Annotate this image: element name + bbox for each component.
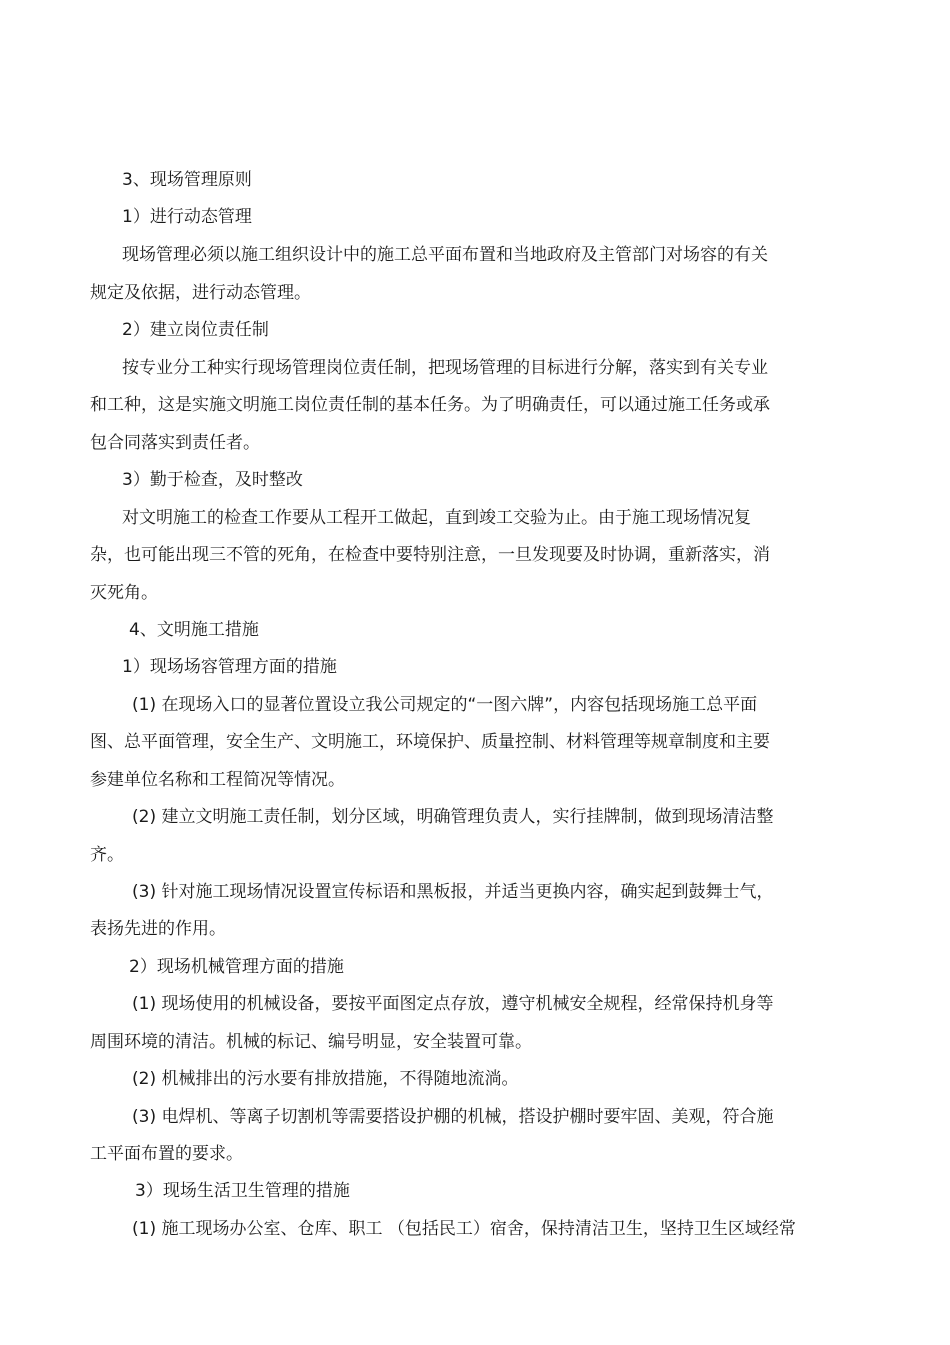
paragraph-line: 参建单位名称和工程简况等情况。 (90, 770, 345, 790)
section-heading: 3、现场管理原则 (122, 170, 252, 190)
paragraph-line: 杂，也可能出现三不管的死角，在检查中要特别注意，一旦发现要及时协调，重新落实，消 (90, 545, 770, 565)
paragraph-line: 齐。 (90, 845, 124, 865)
subsection-heading: 2）现场机械管理方面的措施 (129, 957, 344, 977)
paragraph-line: (3) 针对施工现场情况设置宣传标语和黑板报，并适当更换内容，确实起到鼓舞士气， (132, 882, 774, 902)
subsection-heading: 3）现场生活卫生管理的措施 (135, 1181, 350, 1201)
section-heading: 4、文明施工措施 (129, 620, 259, 640)
paragraph-line: 工平面布置的要求。 (90, 1144, 243, 1164)
paragraph-line: (2) 建立文明施工责任制，划分区域，明确管理负责人，实行挂牌制，做到现场清洁整 (132, 807, 774, 827)
paragraph-line: 表扬先进的作用。 (90, 919, 226, 939)
paragraph-line: 灭死角。 (90, 583, 158, 603)
paragraph-line: (1) 在现场入口的显著位置设立我公司规定的“一图六牌”，内容包括现场施工总平面 (132, 695, 758, 715)
subsection-heading: 3）勤于检查，及时整改 (122, 470, 303, 490)
paragraph-line: 现场管理必须以施工组织设计中的施工总平面布置和当地政府及主管部门对场容的有关 (122, 245, 768, 265)
paragraph-line: (3) 电焊机、等离子切割机等需要搭设护棚的机械，搭设护棚时要牢固、美观，符合施 (132, 1107, 774, 1127)
paragraph-line: 按专业分工种实行现场管理岗位责任制，把现场管理的目标进行分解，落实到有关专业 (122, 358, 768, 378)
paragraph-line: 规定及依据，进行动态管理。 (90, 283, 311, 303)
paragraph-line: (1) 施工现场办公室、仓库、职工 （包括民工）宿舍，保持清洁卫生，坚持卫生区域经常 (132, 1219, 796, 1239)
paragraph-line: (2) 机械排出的污水要有排放措施，不得随地流淌。 (132, 1069, 519, 1089)
subsection-heading: 1）进行动态管理 (122, 207, 252, 227)
paragraph-line: 图、总平面管理，安全生产、文明施工，环境保护、质量控制、材料管理等规章制度和主要 (90, 732, 770, 752)
paragraph-line: (1) 现场使用的机械设备，要按平面图定点存放，遵守机械安全规程，经常保持机身等 (132, 994, 774, 1014)
paragraph-line: 周围环境的清洁。机械的标记、编号明显，安全装置可靠。 (90, 1032, 532, 1052)
paragraph-line: 对文明施工的检查工作要从工程开工做起，直到竣工交验为止。由于施工现场情况复 (122, 508, 751, 528)
paragraph-line: 和工种，这是实施文明施工岗位责任制的基本任务。为了明确责任，可以通过施工任务或承 (90, 395, 770, 415)
paragraph-line: 包合同落实到责任者。 (90, 433, 260, 453)
subsection-heading: 2）建立岗位责任制 (122, 320, 269, 340)
subsection-heading: 1）现场场容管理方面的措施 (122, 657, 337, 677)
